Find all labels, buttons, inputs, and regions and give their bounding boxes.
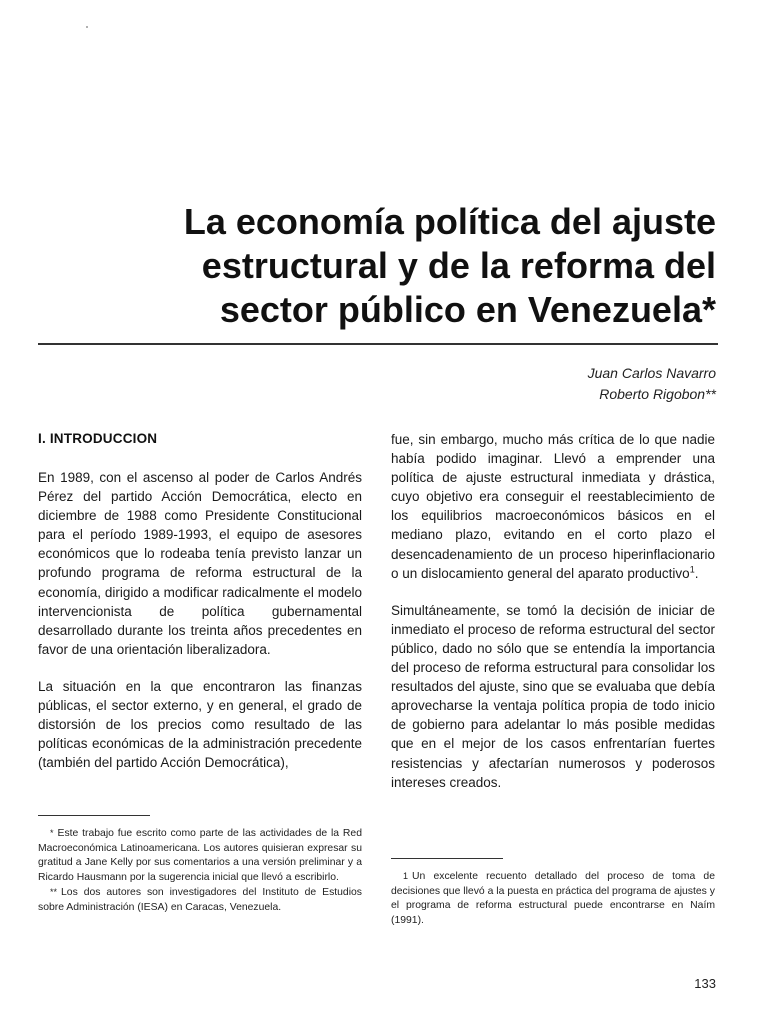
footnote: [38, 826, 362, 885]
body-paragraph: Simultáneamente, se tomó la decisión de iniciar de inmediato el proceso de reforma estructural del sector público, dado no sólo que se entendía la importancia del proceso de reforma estructural para consolidar los resultados del ajuste, sino que se evaluaba que debía aprovecharse la ventaja política propia de todo inicio de gobierno para adelantar lo más posible medidas que en el mejor de los casos enfrentarían fuertes resistencias y afectarían numerosos y poderosos intereses creados.: [391, 602, 715, 790]
footnote-mark: 1: [403, 871, 409, 881]
paragraph-end: .: [694, 565, 699, 581]
body-paragraph: [391, 430, 715, 583]
page-number: 133: [694, 976, 716, 991]
title-line-2: estructural y de la reforma del: [201, 245, 716, 286]
footnote-divider: [391, 858, 503, 859]
title-divider: [38, 343, 718, 345]
title-line-1: La economía política del ajuste: [183, 201, 716, 242]
footnote-mark: *: [50, 828, 54, 838]
section-heading: I. INTRODUCCION: [38, 431, 158, 446]
footnote-text: Este trabajo fue escrito como parte de las actividades de la Red Macroeconómica Latinoamericana. Los autores quisieran expresar su gratitud a Jane Kelly por sus comentarios a una versión preliminar y a Ricardo Hausmann por la sugerencia inicial que llevó a escribirlo.: [38, 828, 362, 883]
footnote: [391, 869, 715, 928]
body-paragraph: En 1989, con el ascenso al poder de Carlos Andrés Pérez del partido Acción Democrática, electo en diciembre de 1988 como Presidente Constitucional para el período 1989-1993, el equipo de asesores económicos que lo rodeaba tenía previsto lanzar un profundo programa de reforma estructural de la economía, dirigido a modificar radicalmente el modelo intervencionista de política gubernamental desarrollado durante los treinta años precedentes en favor de una orientación liberalizadora.: [38, 470, 362, 657]
author-name: Juan Carlos Navarro: [587, 365, 716, 381]
left-column: [38, 430, 362, 790]
footnote-text: Un excelente recuento detallado del proceso de toma de decisiones que llevó a la puesta en práctica del programa de ajustes y el programa de reforma estructural puede encontrarse en Naím (1991).: [391, 871, 715, 926]
author-name: Roberto Rigobon**: [599, 386, 716, 402]
footnote: [38, 885, 362, 915]
footnotes-left: [38, 815, 362, 915]
footnote-divider: [38, 815, 150, 816]
footnote-reference[interactable]: 1: [689, 564, 695, 575]
title-line-3: sector público en Venezuela*: [219, 289, 716, 330]
footnote-text: Los dos autores son investigadores del Instituto de Estudios sobre Administración (IESA) en Caracas, Venezuela.: [38, 887, 362, 913]
footnote-mark: **: [50, 887, 58, 897]
body-paragraph: La situación en la que encontraron las finanzas públicas, el sector externo, y en general, el grado de distorsión de los precios como resultado de las políticas económicas de la administración precedente (también del partido Acción Democrática),: [38, 678, 362, 771]
author-block: [416, 363, 716, 405]
article-title: [156, 200, 716, 332]
right-column: [391, 430, 715, 810]
footnotes-right: [391, 858, 715, 928]
paragraph-text: fue, sin embargo, mucho más crítica de lo que nadie había podido imaginar. Llevó a emprender una política de ajuste estructural inmediata y drástica, cuyo objetivo era conseguir el reestablecimiento de los equilibrios macroeconómicos básicos en el mediano plazo, evitando en el corto plazo el desencadenamiento de un proceso hiperinflacionario o un dislocamiento general del aparato productivo: [391, 432, 715, 581]
scan-speck: [86, 26, 88, 28]
